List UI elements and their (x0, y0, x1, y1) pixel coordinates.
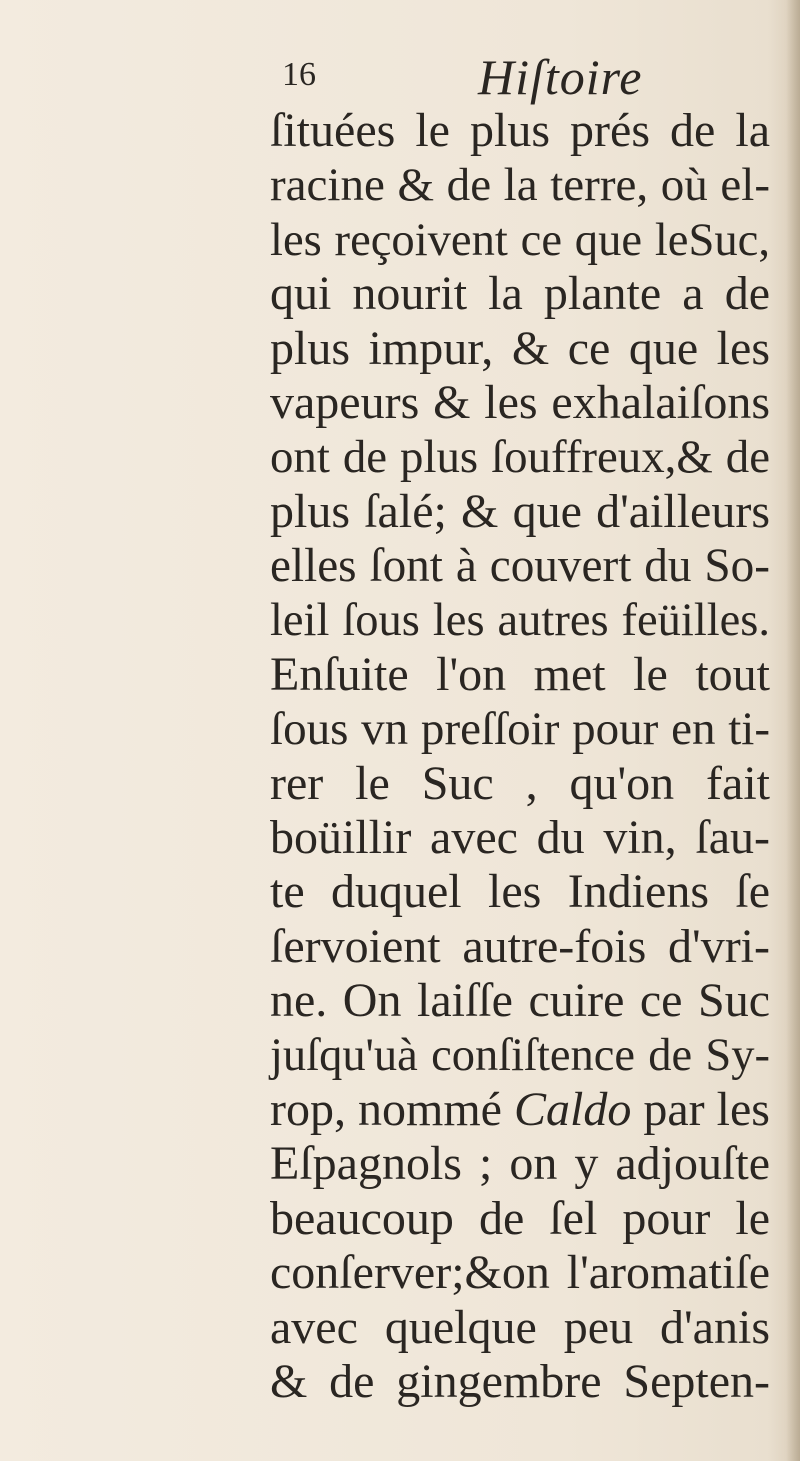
text-segment: par les (631, 1083, 770, 1137)
running-head: Hiſtoire (478, 49, 643, 105)
text-segment: rop, nommé (270, 1083, 514, 1137)
page-header (282, 48, 742, 108)
text-line: leil ſous les autres feüilles. (270, 594, 770, 646)
page-number: 16 (282, 56, 316, 93)
text-line: boüillir avec du vin, ſau- (270, 811, 770, 865)
italic-word: Caldo (513, 1083, 632, 1137)
text-line: elles ſont à couvert du So- (270, 540, 770, 593)
text-line: & de gingembre Septen- (270, 1354, 770, 1408)
text-line: te duquel les Indiens ſe (270, 865, 770, 919)
text-line: racine & de la terre, où el- (270, 159, 770, 212)
text-line: conſerver;&on l'aromatiſe (270, 1246, 770, 1300)
text-line: les reçoivent ce que leSuc, (270, 213, 770, 266)
text-line: plus impur, & ce que les (270, 321, 770, 375)
text-line: Enſuite l'on met le tout (270, 647, 770, 701)
text-line: beaucoup de ſel pour le (270, 1191, 770, 1245)
text-line (270, 1083, 770, 1137)
text-line: ont de plus ſouffreux,& de (270, 431, 770, 484)
text-line: rer le Suc , qu'on fait (270, 756, 770, 810)
text-line: vapeurs & les exhalaiſons (270, 375, 770, 429)
text-line: avec quelque peu d'anis (270, 1300, 770, 1354)
page-edge-shadow (786, 0, 800, 1461)
text-line: Eſpagnols ; on y adjouſte (270, 1137, 770, 1191)
text-line: qui nourit la plante a de (270, 267, 770, 321)
text-line: ſervoient autre-fois d'vri- (270, 919, 770, 973)
body-text (270, 104, 770, 1409)
text-line: ne. On laiſſe cuire ce Suc (270, 974, 770, 1028)
text-line: plus ſalé; & que d'ailleurs (270, 484, 770, 538)
text-line: juſqu'uà conſiſtence de Sy- (270, 1029, 770, 1081)
text-line: ſituées le plus prés de la (270, 104, 770, 157)
text-line: ſous vn preſſoir pour en ti- (270, 703, 770, 756)
